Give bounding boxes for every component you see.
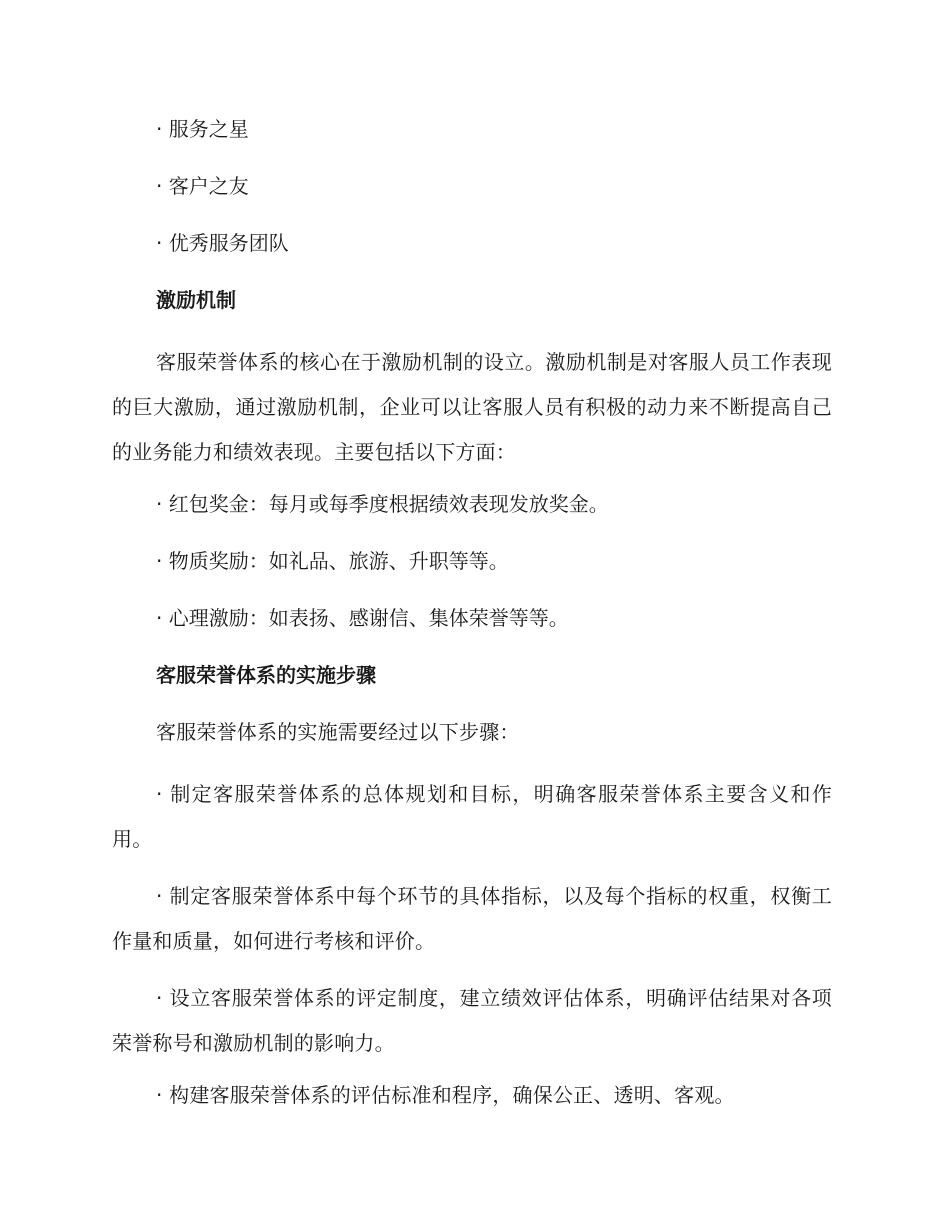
steps-intro: 客服荣誉体系的实施需要经过以下步骤： [156,720,520,744]
section-heading-incentive: 激励机制 [156,288,236,312]
bullet-item: · 优秀服务团队 [156,231,289,255]
section-heading-steps: 客服荣誉体系的实施步骤 [156,663,376,687]
bullet-item: · 心理激励：如表扬、感谢信、集体荣誉等等。 [156,606,569,630]
step-item: · 设立客服荣誉体系的评定制度，建立绩效评估体系，明确评估结果对各项荣誉称号和激励机制的影响力。 [112,986,832,1055]
incentive-paragraph: 客服荣誉体系的核心在于激励机制的设立。激励机制是对客服人员工作表现的巨大激励，通过激励机制，企业可以让客服人员有积极的动力来不断提高自己的业务能力和绩效表现。主要包括以下方面： [112,350,832,464]
step-item: · 构建客服荣誉体系的评估标准和程序，确保公正、透明、客观。 [156,1083,735,1107]
step-item: · 制定客服荣誉体系中每个环节的具体指标，以及每个指标的权重，权衡工作量和质量，如何进行考核和评价。 [112,884,832,953]
bullet-item: · 物质奖励：如礼品、旅游、升职等等。 [156,549,509,573]
bullet-item: · 红包奖金：每月或每季度根据绩效表现发放奖金。 [156,492,609,516]
bullet-item: · 服务之星 [156,117,249,141]
document-page [112,112,832,1135]
step-item: · 制定客服荣誉体系的总体规划和目标，明确客服荣誉体系主要含义和作用。 [112,782,832,851]
bullet-item: · 客户之友 [156,174,249,198]
